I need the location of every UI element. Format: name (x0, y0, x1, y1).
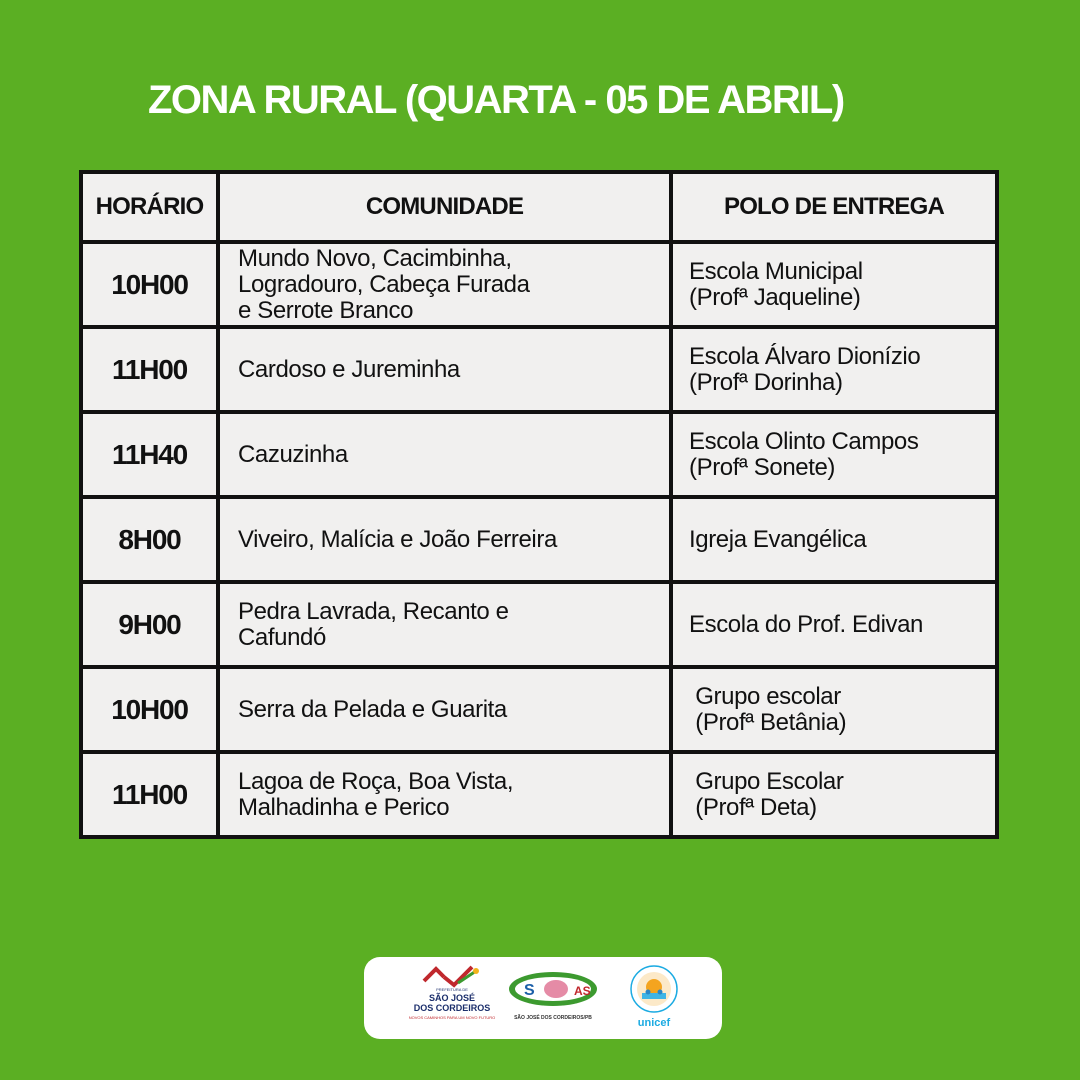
cell-comunidade: Pedra Lavrada, Recanto e Cafundó (218, 582, 671, 667)
table-row (81, 242, 997, 327)
cell-comunidade: Lagoa de Roça, Boa Vista, Malhadinha e Perico (218, 752, 671, 837)
cell-horario: 9H00 (81, 582, 218, 667)
table-header-row (81, 172, 997, 242)
header-comunidade: COMUNIDADE (218, 172, 671, 242)
cell-horario: 11H00 (81, 327, 218, 412)
svg-text:AS: AS (574, 984, 591, 998)
table-row (81, 497, 997, 582)
cell-polo-de-entrega: Escola Municipal (Profª Jaqueline) (671, 242, 997, 327)
partner-logos (364, 957, 722, 1039)
cell-horario: 10H00 (81, 242, 218, 327)
header-polo: POLO DE ENTREGA (671, 172, 997, 242)
table-row (81, 667, 997, 752)
cell-comunidade: Cazuzinha (218, 412, 671, 497)
cell-polo-de-entrega: Escola Álvaro Dionízio (Profª Dorinha) (671, 327, 997, 412)
page-title: ZONA RURAL (QUARTA - 05 DE ABRIL) (148, 78, 844, 122)
cell-horario: 8H00 (81, 497, 218, 582)
cell-polo-de-entrega: Igreja Evangélica (671, 497, 997, 582)
cell-comunidade: Mundo Novo, Cacimbinha, Logradouro, Cabeça Furada e Serrote Branco (218, 242, 671, 327)
table-row (81, 412, 997, 497)
svg-text:S: S (524, 982, 535, 999)
cell-comunidade: Viveiro, Malícia e João Ferreira (218, 497, 671, 582)
sao-jose-dos-cordeiros-logo: PREFEITURA DE SÃO JOSÉ DOS CORDEIROS NOVOS CAMINHOS PARA UM NOVO FUTURO (406, 965, 498, 1031)
cell-polo-de-entrega: Grupo Escolar (Profª Deta) (671, 752, 997, 837)
cell-comunidade: Serra da Pelada e Guarita (218, 667, 671, 752)
schedule-table (79, 170, 999, 839)
cell-horario: 11H00 (81, 752, 218, 837)
header-horario: HORÁRIO (81, 172, 218, 242)
table-row (81, 327, 997, 412)
cell-polo-de-entrega: Escola do Prof. Edivan (671, 582, 997, 667)
cell-polo-de-entrega: Grupo escolar (Profª Betânia) (671, 667, 997, 752)
cell-comunidade: Cardoso e Jureminha (218, 327, 671, 412)
cell-polo-de-entrega: Escola Olinto Campos (Profª Sonete) (671, 412, 997, 497)
cell-horario: 10H00 (81, 667, 218, 752)
unicef-seal-logo: unicef (620, 963, 688, 1033)
cell-horario: 11H40 (81, 412, 218, 497)
table-row (81, 752, 997, 837)
secretaria-logo: S AS SÃO JOSÉ DOS CORDEIROS/PB (504, 965, 602, 1031)
table-row (81, 582, 997, 667)
